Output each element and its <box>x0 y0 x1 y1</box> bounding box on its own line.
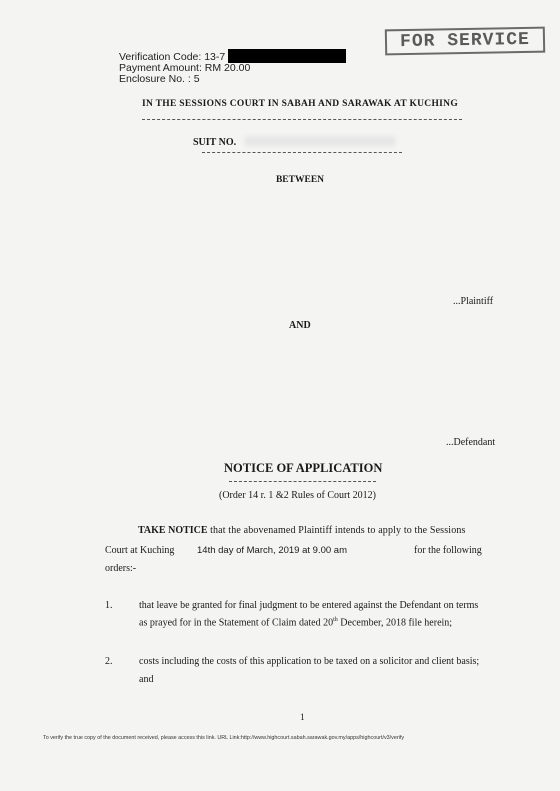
notice-title: NOTICE OF APPLICATION <box>224 461 383 475</box>
item-1-line2-b: December, 2018 file herein; <box>337 617 453 629</box>
defendant-label: ...Defendant <box>446 437 496 448</box>
intro-text: that the abovenamed Plaintiff intends to apply to the Sessions <box>210 525 466 536</box>
court-heading: IN THE SESSIONS COURT IN SABAH AND SARAWAK AT KUCHING <box>141 99 459 109</box>
between-label: BETWEEN <box>275 175 325 185</box>
item-2-line1: costs including the costs of this application to be taxed on a solicitor and client basis; <box>139 656 480 667</box>
page-number: 1 <box>300 713 305 723</box>
take-notice-line <box>138 525 466 536</box>
item-2-number: 2. <box>105 656 113 667</box>
verification-code: Verification Code: 13-7 <box>119 51 226 63</box>
suit-underline <box>202 152 402 153</box>
redaction-bar <box>228 49 346 63</box>
hearing-date: 14th day of March, 2019 at 9.00 am <box>197 545 347 556</box>
item-1-line1: that leave be granted for final judgment to be entered against the Defendant on terms <box>139 600 479 611</box>
plaintiff-label: ...Plaintiff <box>453 296 494 307</box>
item-2-line2: and <box>139 674 154 685</box>
orders-label: orders:- <box>105 563 137 574</box>
item-1-line2-a: as prayed for in the Statement of Claim dated 20 <box>139 617 334 629</box>
item-1-line2 <box>139 617 452 628</box>
item-1-number: 1. <box>105 600 113 611</box>
and-label: AND <box>289 320 311 331</box>
suit-number-label: SUIT NO. <box>193 137 237 148</box>
title-underline <box>229 481 376 482</box>
court-underline <box>142 119 462 120</box>
court-at: Court at Kuching <box>105 545 175 556</box>
payment-amount: Payment Amount: RM 20.00 <box>119 62 251 74</box>
take-notice-bold: TAKE NOTICE <box>138 525 208 536</box>
for-following: for the following <box>414 545 482 556</box>
verify-footer: To verify the true copy of the document received, please access this link. URL Link:http://www.highcourt.sabah.sarawak.gov.my/apps/highcourt/v3/verify <box>43 735 405 741</box>
item-1-superscript: th <box>333 617 338 623</box>
for-service-stamp: FOR SERVICE <box>385 27 545 56</box>
enclosure-number: Enclosure No. : 5 <box>119 73 200 85</box>
suit-number-redacted <box>245 136 395 146</box>
order-reference: (Order 14 r. 1 &2 Rules of Court 2012) <box>219 490 376 501</box>
